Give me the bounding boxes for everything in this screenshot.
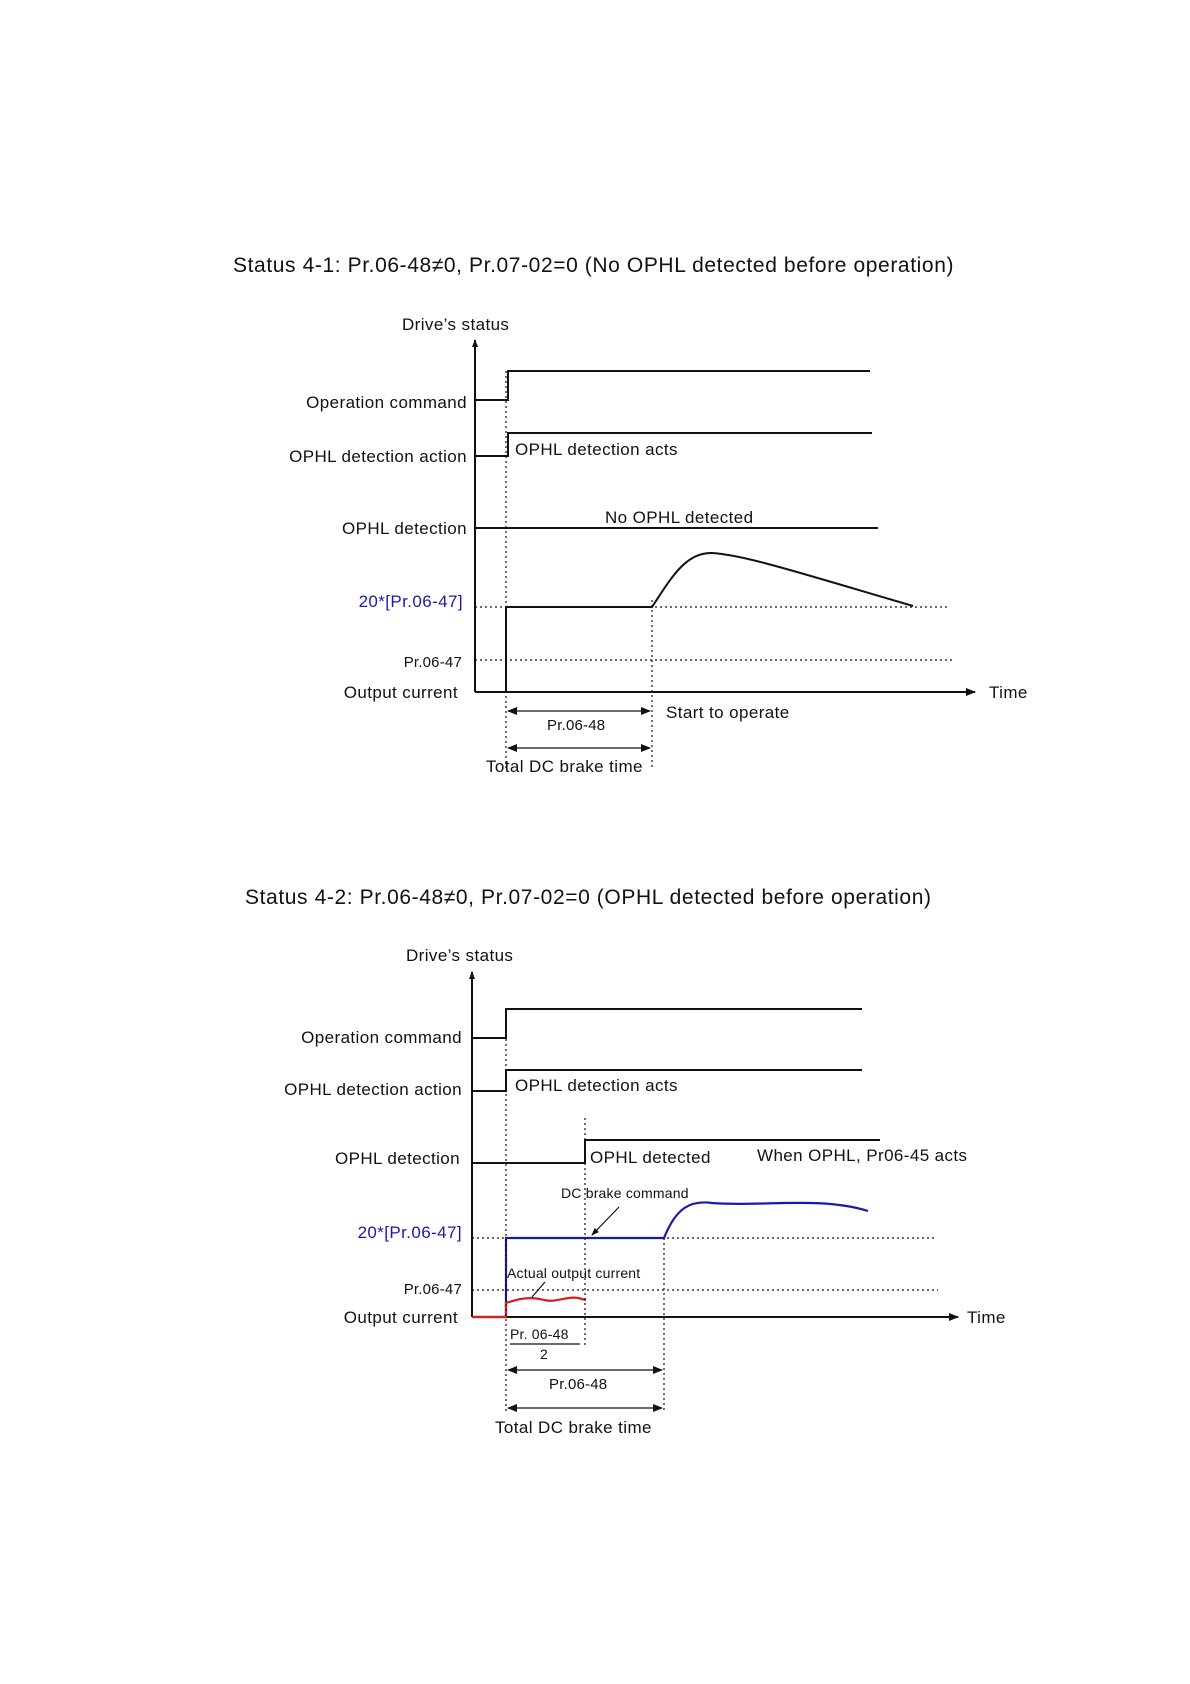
diagram1-label-ophl-detection: OPHL detection — [342, 519, 467, 538]
diagram2-actual-output-current-waveform — [472, 1298, 586, 1317]
diagram1-output-current-waveform — [475, 553, 913, 692]
diagram2-ophl-acts-text: OPHL detection acts — [515, 1076, 678, 1095]
diagram1-ophl-acts-text: OPHL detection acts — [515, 440, 678, 459]
diagram1-label-level-pr: Pr.06-47 — [403, 654, 462, 671]
diagram2-label-output-current: Output current — [343, 1308, 458, 1327]
diagram1-x-axis-label: Time — [989, 683, 1028, 702]
diagram1-operation-command-signal — [475, 371, 870, 400]
diagram1-no-ophl-text: No OPHL detected — [605, 508, 754, 527]
diagram2-x-axis-label: Time — [967, 1308, 1006, 1327]
diagram2-operation-command-signal — [472, 1009, 862, 1038]
diagram2-label-operation-command: Operation command — [301, 1028, 462, 1047]
diagram2-dc-brake-command-waveform — [472, 1202, 868, 1317]
diagram2-title: Status 4-2: Pr.06-48≠0, Pr.07-02=0 (OPHL detected before operation) — [245, 886, 932, 909]
diagram2-half-numerator: Pr. 06-48 — [510, 1326, 569, 1342]
diagram-4-2 — [245, 886, 1006, 1437]
diagram2-dc-brake-command-text: DC brake command — [561, 1185, 689, 1201]
diagram2-half-denominator: 2 — [540, 1346, 548, 1362]
diagram2-label-ophl-action: OPHL detection action — [284, 1080, 462, 1099]
diagram2-label-level-pr: Pr.06-47 — [403, 1281, 462, 1298]
diagram1-label-level-20x: 20*[Pr.06-47] — [358, 592, 463, 611]
diagram2-ophl-detected-text: OPHL detected — [590, 1148, 711, 1167]
diagram1-pr0648-label: Pr.06-48 — [547, 717, 606, 734]
diagram1-y-axis-label: Drive’s status — [402, 315, 510, 334]
diagram2-when-ophl-text: When OPHL, Pr06-45 acts — [757, 1146, 968, 1165]
diagram1-label-ophl-action: OPHL detection action — [289, 447, 467, 466]
diagram1-start-to-operate-text: Start to operate — [666, 703, 790, 722]
diagram-4-1 — [233, 254, 1028, 776]
diagram2-pr0648-label: Pr.06-48 — [549, 1376, 608, 1393]
diagram1-label-operation-command: Operation command — [306, 393, 467, 412]
diagram2-actual-output-current-text: Actual output current — [507, 1265, 641, 1281]
diagram1-label-output-current: Output current — [343, 683, 458, 702]
diagram2-y-axis-label: Drive’s status — [406, 946, 514, 965]
diagram1-total-dc-label: Total DC brake time — [486, 757, 643, 776]
diagram2-total-dc-label: Total DC brake time — [495, 1418, 652, 1437]
diagram2-dc-brake-pointer — [592, 1207, 619, 1235]
diagram2-label-ophl-detection: OPHL detection — [335, 1149, 460, 1168]
diagram1-title: Status 4-1: Pr.06-48≠0, Pr.07-02=0 (No OPHL detected before operation) — [233, 254, 955, 277]
diagram2-label-level-20x: 20*[Pr.06-47] — [357, 1223, 462, 1242]
